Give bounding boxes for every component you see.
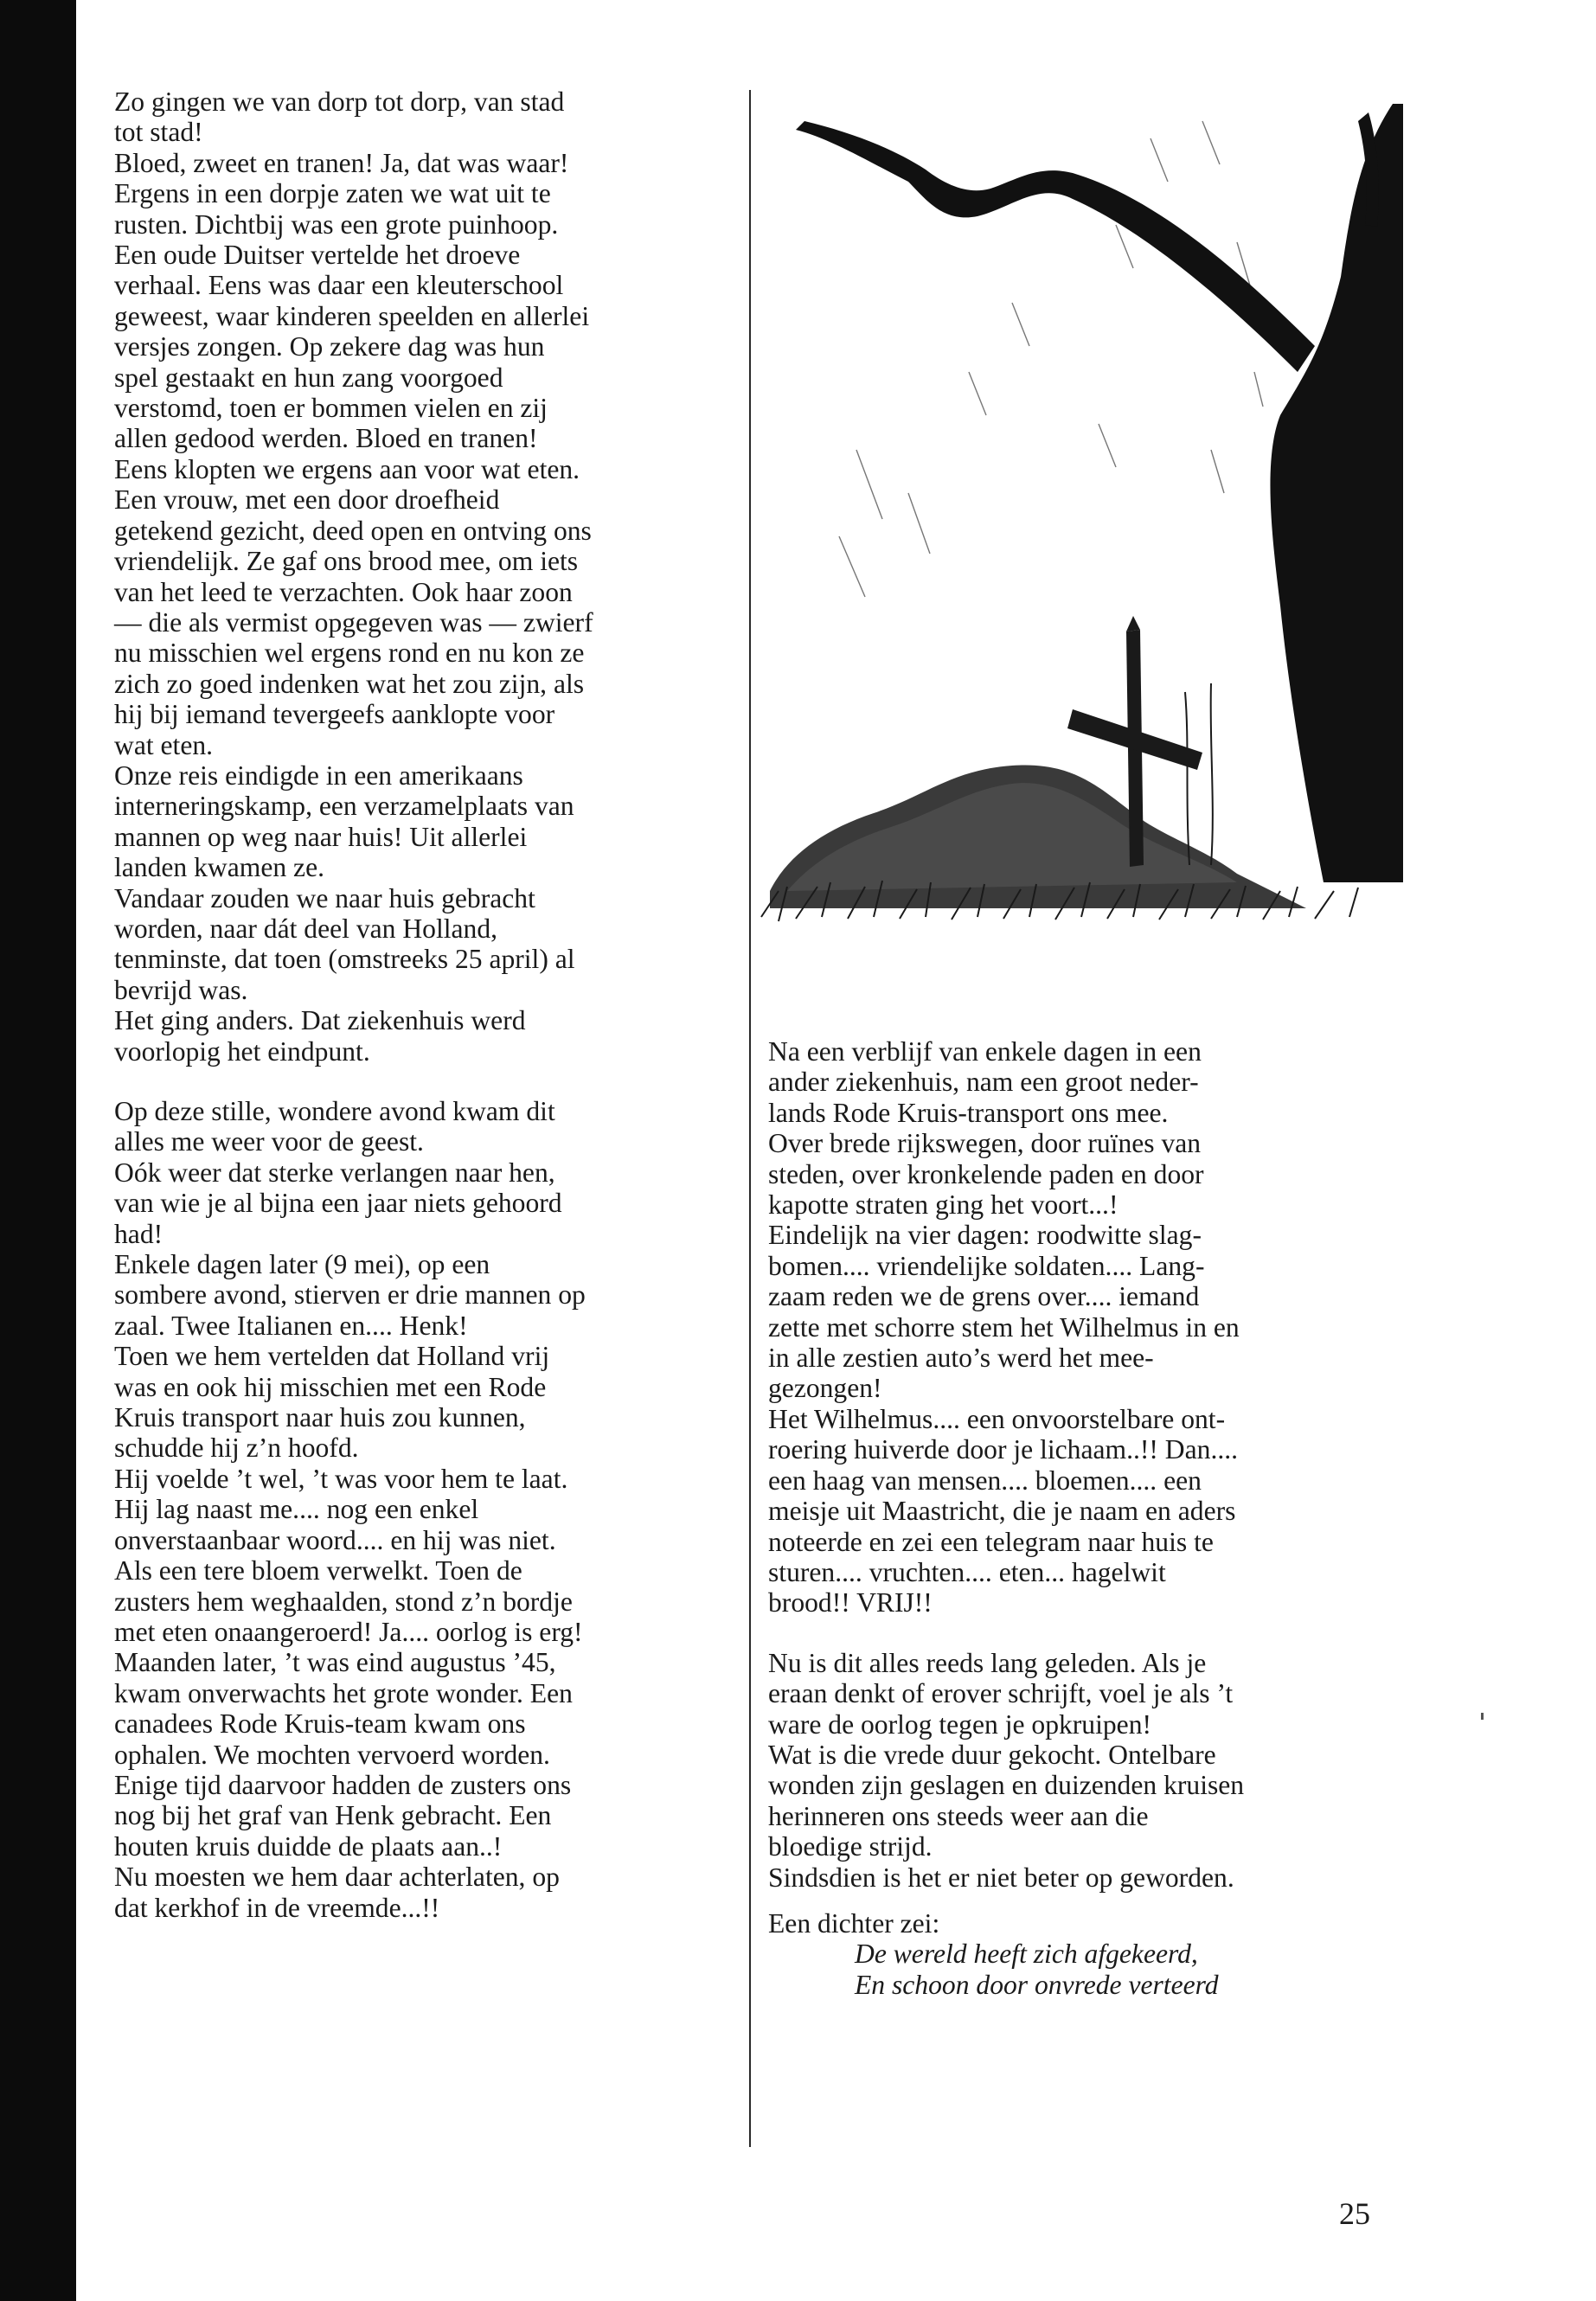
tree-and-grave-cross-illustration (753, 87, 1403, 969)
left-column (114, 87, 737, 1923)
page-binding-edge (0, 0, 76, 2301)
left-paragraph-1: Zo gingen we van dorp tot dorp, van stad tot stad! Bloed, zweet en tranen! Ja, dat was waar! Ergens in een dorpje zaten we wat uit te rusten. Dichtbij was een grote puinhoop. Een oude Duitser vertelde het droeve verhaal. Eens was daar een kleuterschool geweest, waar kinderen speelden en allerlei versjes zongen. Op zekere dag was hun spel gestaakt en hun zang voorgoed verstomd, toen er bommen vielen en zij allen gedood werden. Bloed en tranen! Eens klopten we ergens aan voor wat eten. Een vrouw, met een door droefheid getekend gezicht, deed open en ontving ons vriendelijk. Ze gaf ons brood mee, om iets van het leed te verzachten. Ook haar zoon — die als vermist opgegeven was — zwierf nu misschien wel ergens rond en nu kon ze zich zo goed indenken wat het zou zijn, als hij bij iemand tevergeefs aanklopte voor wat eten. Onze reis eindigde in een amerikaans interneringskamp, een verzamelplaats van mannen op weg naar huis! Uit allerlei landen kwamen ze. Vandaar zouden we naar huis gebracht worden, naar dát deel van Holland, tenminste, dat toen (omstreeks 25 april) al bevrijd was. Het ging anders. Dat ziekenhuis werd voorlopig het eindpunt. (114, 87, 593, 1067)
right-paragraph-1: Na een verblijf van enkele dagen in een ander ziekenhuis, nam een groot neder- lands Rode Kruis-transport ons mee. Over brede rijkswegen, door ruïnes van steden, over kronkelende paden en door kapotte straten ging het voort...! Eindelijk na vier dagen: roodwitte slag- bomen.... vriendelijke soldaten.... Lang- zaam reden we de grens over.... iemand zette met schorre stem het Wilhelmus in en in alle zestien auto’s werd het mee- gezongen! Het Wilhelmus.... een onvoorstelbare ont- roering huiverde door je lichaam..!! Dan.... een haag van mensen.... bloemen.... een meisje uit Maastricht, die je naam en aders noteerde en zei een telegram naar huis te sturen.... vruchten.... eten... hagelwit brood!! VRIJ!! (768, 1036, 1240, 1618)
print-speck (1481, 1713, 1484, 1720)
right-column (768, 1036, 1391, 2000)
poem-line-1: De wereld heeft zich afgekeerd, (855, 1939, 1198, 1970)
left-paragraph-2: Op deze stille, wondere avond kwam dit alles me weer voor de geest. Oók weer dat sterke verlangen naar hen, van wie je al bijna een jaar niets gehoord had! Enkele dagen later (9 mei), op een sombere avond, stierven er drie mannen op zaal. Twee Italianen en.... Henk! Toen we hem vertelden dat Holland vrij was en ook hij misschien met een Rode Kruis transport naar huis zou kunnen, schudde hij z’n hoofd. Hij voelde ’t wel, ’t was voor hem te laat. Hij lag naast me.... nog een enkel onverstaanbaar woord.... en hij was niet. Als een tere bloem verwelkt. Toen de zusters hem weghaalden, stond z’n bordje met eten onaangeroerd! Ja.... oorlog is erg! Maanden later, ’t was eind augustus ’45, kwam onverwachts het grote wonder. Een canadees Rode Kruis-team kwam ons ophalen. We mochten vervoerd worden. Enige tijd daarvoor hadden de zusters ons nog bij het graf van Henk gebracht. Een houten kruis duidde de plaats aan..! Nu moesten we hem daar achterlaten, op dat kerkhof in de vreemde...!! (114, 1096, 586, 1923)
page-number: 25 (1339, 2196, 1370, 2231)
right-paragraph-3: Een dichter zei: (768, 1907, 940, 1939)
right-paragraph-2: Nu is dit alles reeds lang geleden. Als je eraan denkt of erover schrijft, voel je als ’t ware de oorlog tegen je opkruipen! Wat is die vrede duur gekocht. Ontelbare wonden zijn geslagen en duizenden kruisen herinneren ons steeds weer aan die bloedige strijd. Sindsdien is het er niet beter op geworden. (768, 1647, 1245, 1893)
column-divider (749, 90, 751, 2147)
poem-line-2: En schoon door onvrede verteerd (855, 1969, 1219, 2000)
